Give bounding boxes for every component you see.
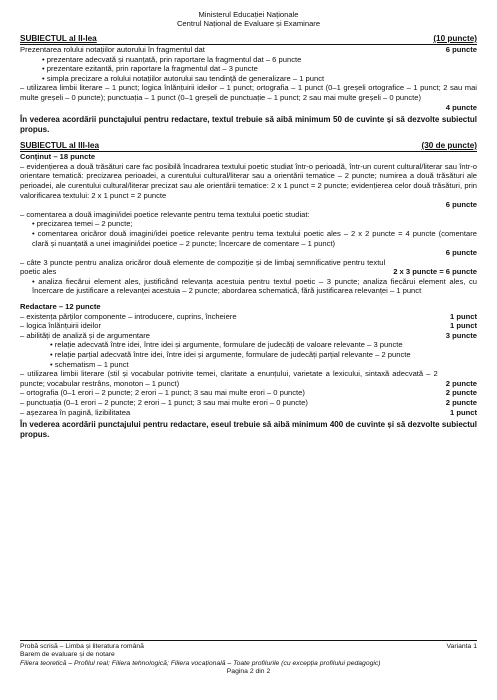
center-name: Centrul Național de Evaluare și Examinare <box>176 19 321 28</box>
s2-bullet: • simpla precizare a rolului notațiilor autorului sau tendință de generalizare – 1 punct <box>42 73 325 83</box>
writing-heading: Redactare – 12 puncte <box>20 302 101 312</box>
writing-item: – utilizarea limbii literare (stil și vocabular potrivite temei, claritate a enunțului, varietate a lexicului, sintaxă adecvată – 2 puncte; vocabular restrâns, monoton – 1 punct) 2 puncte <box>20 369 477 388</box>
s3-note: În vederea acordării punctajului pentru redactare, eseul trebuie să aibă minimum 400 de cuvinte și să dezvolte subiectul propus. <box>20 420 477 440</box>
scheme-label: Barem de evaluare și de notare <box>20 651 115 659</box>
content-heading: Conținut – 18 puncte <box>20 152 96 162</box>
writing-item: – existența părților componente – introducere, cuprins, încheiere 1 punct <box>20 311 477 321</box>
s3-content-item: – câte 3 puncte pentru analiza oricăror două elemente de compoziție și de limbaj semnificative pentru textul poetic ales 2 x 3 puncte = 6 puncte <box>20 257 477 277</box>
s2-language: – utilizarea limbii literare – 1 punct; logica înlănțuirii ideilor – 1 punct; ortografia – 1 punct (0–1 greșeli ortografice – 1 punct; 2 sau mai multe greșeli – 0 puncte); punctuația – 1 punct (0–1 greșeli de punctuație – 1 punct; 2 sau mai multe greșeli – 0 puncte) <box>20 83 477 102</box>
s2-bullet: • prezentare adecvată și nuanțată, prin raportare la fragmentul dat – 6 puncte <box>42 54 302 64</box>
page-number: Pagina 2 din 2 <box>226 668 271 676</box>
header <box>20 10 477 28</box>
ministry-name: Ministerul Educației Naționale <box>198 10 299 19</box>
section-3-title: SUBIECTUL al III-lea (30 de puncte) <box>20 141 477 151</box>
s3-content-item: – evidențierea a două trăsături care fac posibilă încadrarea textului poetic studiat într-o perioadă, într-un curent cultural/literar sau într-o orientare tematică: precizarea perioadei, a curentului cultural/literar sau a orientării tematice – 2 puncte; numirea a două trăsături ale perioadei, ale curentului cultural/literar precizat sau ale orientării tematice: 2 x 1 punct = 2 puncte; evidențierea celor două trăsături, prin valorificarea textului: 2 x 1 punct = 2 puncte <box>20 161 477 200</box>
page-footer <box>20 640 477 677</box>
writing-bullet: • relație adecvată între idei, între idei și argumente, formulare de judecăți de valoare relevante – 3 puncte <box>50 340 403 350</box>
section-2-title: SUBIECTUL al II-lea (10 puncte) <box>20 34 477 43</box>
s3-bullet: • precizarea temei – 2 puncte; <box>32 219 133 229</box>
writing-item: – așezarea în pagină, lizibilitatea 1 punct <box>20 407 477 417</box>
variant-label: Varianta 1 <box>446 643 477 650</box>
writing-item: – ortografia (0–1 erori – 2 puncte; 2 erori – 1 punct; 3 sau mai multe erori – 0 puncte) 2 puncte <box>20 388 477 398</box>
s2-note: În vederea acordării punctajului pentru redactare, textul trebuie să aibă minimum 50 de cuvinte și să dezvolte subiectul propus. <box>20 115 477 135</box>
s2-item-role: Prezentarea rolului notațiilor autorului în fragmentul dat 6 puncte <box>20 45 477 54</box>
writing-item: – punctuația (0–1 erori – 2 puncte; 2 erori – 1 punct; 3 sau mai multe erori – 0 puncte) 2 puncte <box>20 398 477 407</box>
writing-item: – logica înlănțuirii ideilor 1 punct <box>20 321 477 331</box>
writing-bullet: • schematism – 1 punct <box>50 359 129 369</box>
document-page: Ministerul Educației Naționale Centrul Național de Evaluare și Examinare SUBIECTUL al II-lea (10 puncte) Prezentarea rolului notațiilor autorului în fragmentul dat 6 puncte • prezentare adecvată și nuanțată, prin raportare la fragmentul dat – 6 puncte • prezentare ezitantă, prin raportare la fragmentul dat – 3 puncte • simpla precizare a rolului notațiilor autorului sau tendință de generalizare – 1 punct – utilizarea limbii literare – 1 punct; logica înlănțuirii ideilor – 1 punct; ortografia – 1 punct (0–1 greșeli ortografice – 1 punct; 2 sau mai multe greșeli – 0 puncte); punctuația – 1 punct (0–1 greșeli de punctuație – 1 punct; 2 sau mai multe greșeli – 0 puncte) 4 puncte În vederea acordării punctajului pentru redactare, textul trebuie să aibă minimum 50 de cuvinte și să dezvolte subiectul propus. SUBIECTUL al III-lea (30 de puncte) Conținut – 18 puncte – evidențierea a două trăsături care fac posibilă încadrarea textului poetic studiat într-o perioadă, într-un curent cultural/literar sau într-o orientare tematică: precizarea perioadei, a curentului cultural/literar sau a orientării tematice – 2 puncte; numirea a două trăsături ale perioadei, ale curentului cultural/literar precizat sau ale orientării tematice: 2 x 1 punct = 2 puncte; evidențierea celor două trăsături, prin valorificarea textului: 2 x 1 punct = 2 puncte 6 puncte – comentarea a două imagini/idei poetice relevante pentru tema textului poetic studiat: • precizarea temei – 2 puncte; • comentarea oricăror două imagini/idei poetice relevante pentru tema textului poetic ales – 2 x 2 puncte = 4 puncte (comentare clară și nuanțată a unei imagini/idei poetice – 2 puncte; încercare de comentare – 1 punct) 6 puncte – câte 3 puncte pentru analiza oricăror două elemente de compoziție și de limbaj semnificative pentru textul poetic ales 2 x 3 puncte = 6 puncte • analiza fiecărui element ales, justificând relevanța acestuia pentru textul poetic – 3 puncte; analiza fiecărui element ales, cu încercare de justificare a relevanței acestuia – 2 puncte; abordarea schematică, fără justificarea relevanței – 1 punct Redactare – 12 puncte – existența părților componente – introducere, cuprins, încheiere 1 punct – logica înlănțuirii ideilor 1 punct – abilități de analiză și de argumentare 3 puncte • relație adecvată între idei, între idei și argumente, formulare de judecăți de valoare relevante – 3 puncte • relație parțial adecvată între idei, între idei și argumente, formulare de judecăți parțial relevante – 2 puncte • schematism – 1 punct – utilizarea limbii literare (stil și vocabular potrivite temei, claritate a enunțului, varietate a lexicului, sintaxă adecvată – 2 puncte; vocabular restrâns, monoton – 1 punct) 2 puncte – ortografia (0–1 erori – 2 puncte; 2 erori – 1 punct; 3 sau mai multe erori – 0 puncte) 2 puncte – punctuația (0–1 erori – 2 puncte; 2 erori – 1 punct; 3 sau mai multe erori – 0 puncte) 2 puncte – așezarea în pagină, lizibilitatea 1 punct În vederea acordării punctajului pentru redactare, eseul trebuie să aibă minimum 400 de cuvinte și să dezvolte subiectul propus. Probă scrisă – Limba și literatura română Varianta 1 Barem de evaluare și de notare Filiera teoretică – Profilul real; Filiera tehnologică; Filiera vocațională – Toate profilurile (cu excepția profilului pedagogic) Pagina 2 din 2 <box>20 10 477 676</box>
s3-bullet: • comentarea oricăror două imagini/idei poetice relevante pentru tema textului poetic ales – 2 x 2 puncte = 4 puncte (comentare clară și nuanțată a unei imagini/idei poetice – 2 puncte; încercare de comentare – 1 punct) <box>32 228 477 248</box>
profile-line: Filiera teoretică – Profilul real; Filiera tehnologică; Filiera vocațională – Toate profilurile (cu excepția profilului pedagogic) <box>20 659 381 667</box>
s3-bullet: • analiza fiecărui element ales, justificând relevanța acestuia pentru textul poetic – 3 puncte; analiza fiecărui element ales, cu încercare de justificare a relevanței acestuia – 2 puncte; abordarea schematică, fără justificarea relevanței – 1 punct <box>32 276 477 296</box>
writing-item: – abilități de analiză și de argumentare 3 puncte <box>20 330 477 340</box>
s2-language-points: 4 puncte <box>445 102 477 112</box>
s3-content-item: – comentarea a două imagini/idei poetice relevante pentru tema textului poetic studiat: <box>20 209 310 219</box>
writing-bullet: • relație parțial adecvată între idei, între idei și argumente, formulare de judecăți parțial relevante – 2 puncte <box>50 350 411 360</box>
s2-bullet: • prezentare ezitantă, prin raportare la fragmentul dat – 3 puncte <box>42 64 258 74</box>
exam-name: Probă scrisă – Limba și literatura română <box>20 643 144 650</box>
